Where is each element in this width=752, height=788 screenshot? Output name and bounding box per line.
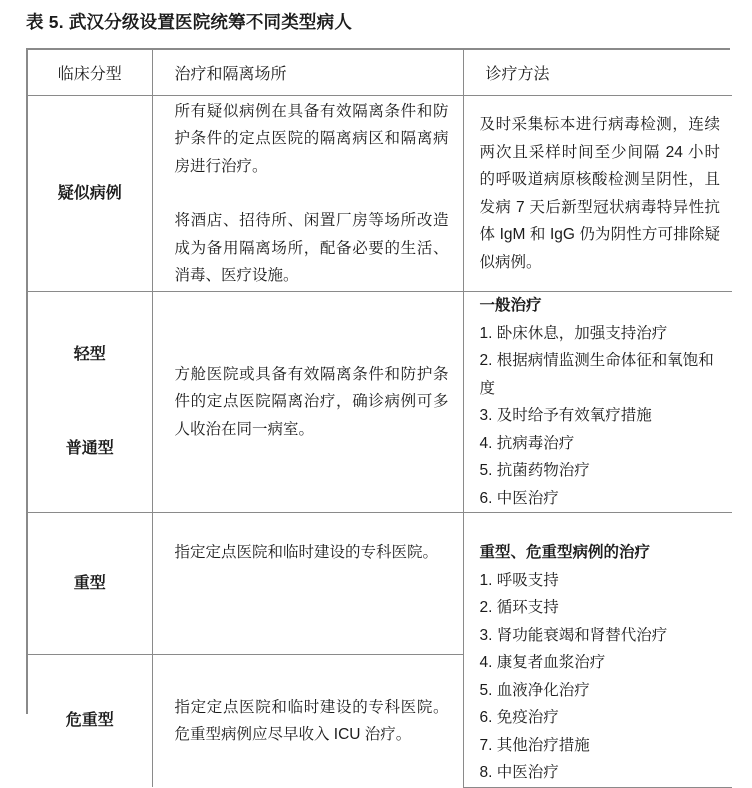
treatment-item: 2. 循环支持 [479,599,559,616]
cell-place-critical [152,655,463,787]
table-row-mild-moderate [28,292,732,513]
diagnosis-text-suspected: 及时采集标本进行病毒检测，连续两次且采样时间至少间隔 24 小时的呼吸道病原核酸检测呈阴性，且发病 7 天后新型冠状病毒特异性抗体 IgM 和 IgG 仍为阴性方可排除疑似病例。 [479,116,720,271]
cell-type-suspected [28,96,152,292]
treatment-title-general: 一般治疗 [479,297,542,314]
cell-place-suspected [152,96,463,292]
cell-treatment-mild-moderate [463,292,732,513]
treatment-item: 5. 抗菌药物治疗 [479,462,590,479]
cell-type-critical [28,655,152,787]
table-container [26,48,730,781]
cell-place-mild-moderate [152,292,463,513]
treatment-item: 1. 呼吸支持 [479,571,559,589]
treatment-item: 7. 其他治疗措施 [479,736,590,754]
table-header-row [28,50,732,96]
treatment-list-general [480,320,721,513]
type-label-suspected: 疑似病例 [57,184,122,202]
cell-type-mild-moderate [28,292,152,513]
header-cell-clinical-type [28,50,152,96]
treatment-item: 4. 抗病毒治疗 [479,434,575,452]
treatment-item: 6. 中医治疗 [479,489,559,507]
place-text-critical: 指定定点医院和临时建设的专科医院。危重型病例应尽早收入 ICU 治疗。 [174,698,449,744]
table-row-suspected-case [28,96,732,292]
treatment-block-general [464,292,733,512]
header-label-diagnosis-method: 诊疗方法 [485,66,550,83]
header-cell-diagnosis-method [463,50,732,96]
treatment-item: 4. 康复者血浆治疗 [479,654,606,671]
place-text-mild-moderate: 方舱医院或具备有效隔离条件和防护条件的定点医院隔离治疗，确诊病例可多人收治在同一病室。 [174,365,449,438]
place-text-severe: 指定定点医院和临时建设的专科医院。 [174,544,439,561]
treatment-list-severe [480,567,721,787]
treatment-item: 6. 免疫治疗 [479,709,559,726]
header-cell-treatment-place [152,50,463,96]
treatment-item: 3. 肾功能衰竭和肾替代治疗 [479,626,668,644]
table-row-severe [28,513,732,655]
treatment-item: 8. 中医治疗 [479,764,559,781]
cell-type-severe [28,513,152,655]
place-paragraph-1: 所有疑似病例在具备有效隔离条件和防护条件的定点医院的隔离病区和隔离病房进行治疗。 [174,102,449,175]
place-text-suspected [153,98,463,290]
treatment-item: 3. 及时给予有效氧疗措施 [479,407,652,424]
cell-diagnosis-suspected [463,96,732,292]
type-label-critical: 危重型 [65,712,114,730]
treatment-item: 2. 根据病情监测生命体征和氧饱和度 [479,352,714,397]
table-caption: 表 5. 武汉分级设置医院统筹不同类型病人 [26,12,353,32]
treatment-item: 5. 血液净化治疗 [479,681,590,699]
place-paragraph-2: 将酒店、招待所、闲置厂房等场所改造成为备用隔离场所，配备必要的生活、消毒、医疗设施。 [174,212,449,284]
treatment-item: 1. 卧床休息，加强支持治疗 [479,324,668,342]
type-label-severe: 重型 [73,574,106,592]
header-label-clinical-type: 临床分型 [57,66,122,83]
patient-management-table [28,50,732,788]
treatment-block-severe [464,513,733,787]
type-label-mild: 轻型 [73,346,106,363]
cell-place-severe [152,513,463,655]
header-label-treatment-place: 治疗和隔离场所 [174,66,287,83]
treatment-title-severe: 重型、危重型病例的治疗 [479,544,651,561]
type-label-moderate: 普通型 [65,440,114,457]
cell-treatment-severe-critical [463,513,732,788]
